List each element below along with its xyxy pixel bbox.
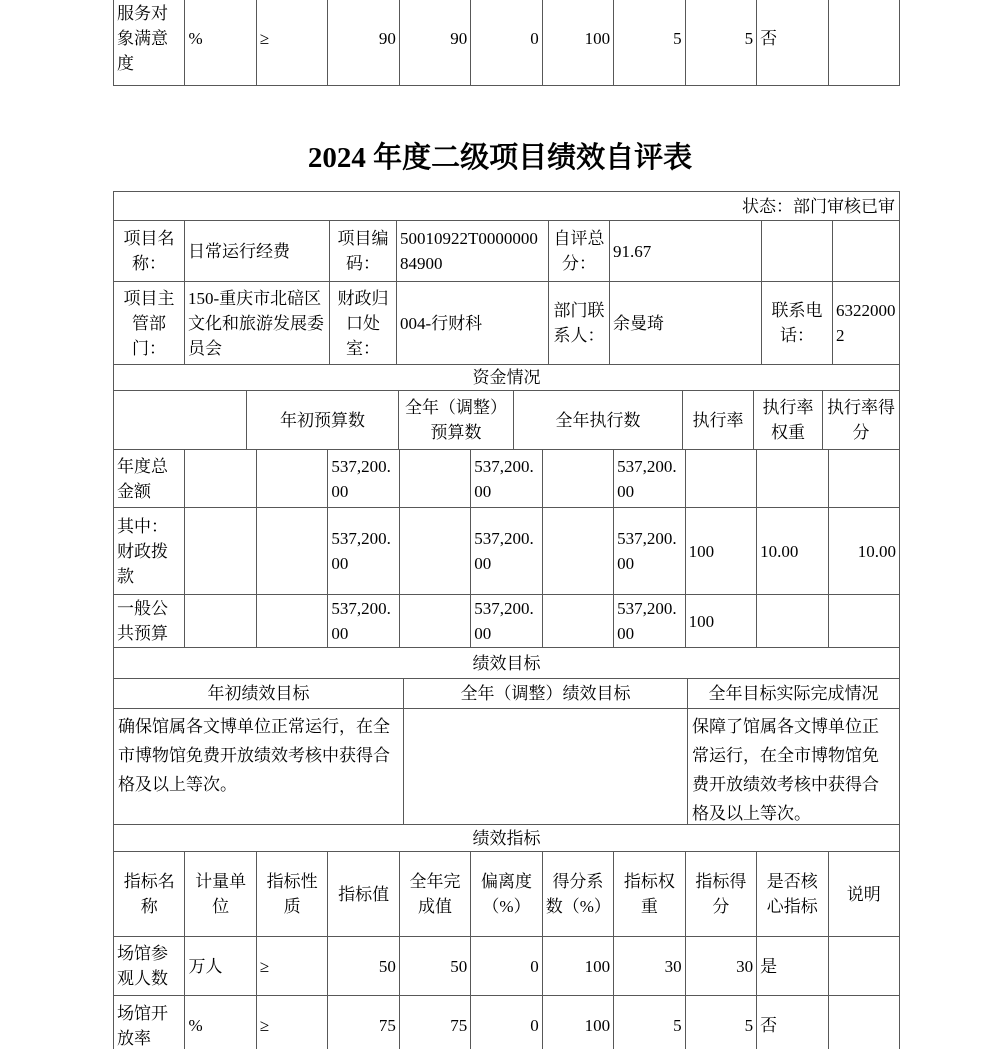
indicator-nature-cell: ≥ bbox=[256, 937, 327, 995]
empty-cell bbox=[184, 595, 255, 647]
funds-initial-budget-value: 537,200.00 bbox=[327, 508, 398, 594]
empty-cell bbox=[184, 450, 255, 507]
empty-cell bbox=[256, 508, 327, 594]
funds-executed-value: 537,200.00 bbox=[613, 450, 684, 507]
funds-rate-score-value bbox=[828, 595, 899, 647]
indicator-weight-cell: 30 bbox=[613, 937, 684, 995]
funds-header-empty bbox=[114, 391, 246, 449]
funds-header-exec-rate: 执行率 bbox=[682, 391, 753, 449]
section-row bbox=[114, 824, 899, 851]
indicator-name-cell: 场馆开放率 bbox=[117, 1003, 168, 1048]
indicator-target-cell: 75 bbox=[327, 996, 398, 1049]
finance-office-value: 004-行财科 bbox=[396, 282, 548, 364]
empty-cell bbox=[184, 508, 255, 594]
goals-body-row bbox=[114, 708, 899, 824]
indicator-actual-cell: 75 bbox=[399, 996, 470, 1049]
indicator-header-target: 指标值 bbox=[327, 852, 398, 936]
funds-adjusted-budget-value: 537,200.00 bbox=[470, 450, 541, 507]
indicator-core-cell: 否 bbox=[756, 0, 827, 85]
funds-header-initial-budget: 年初预算数 bbox=[246, 391, 398, 449]
indicator-header-name: 指标名称 bbox=[123, 872, 175, 916]
indicator-header-weight: 指标权重 bbox=[613, 852, 684, 936]
indicator-deviation-cell: 0 bbox=[470, 996, 541, 1049]
funds-executed-value: 537,200.00 bbox=[613, 595, 684, 647]
funds-header-adjusted-budget: 全年（调整）预算数 bbox=[398, 391, 513, 449]
funds-adjusted-budget-value: 537,200.00 bbox=[470, 595, 541, 647]
indicator-row bbox=[114, 936, 899, 995]
department-value: 150-重庆市北碚区文化和旅游发展委员会 bbox=[184, 282, 329, 364]
status-row bbox=[114, 192, 899, 220]
indicator-name-cell: 场馆参观人数 bbox=[117, 944, 168, 988]
project-info-row bbox=[114, 281, 899, 364]
phone-label: 联系电话： bbox=[761, 282, 832, 364]
indicator-name-cell: 服务对象满意度 bbox=[117, 3, 168, 73]
indicator-unit-cell: 万人 bbox=[184, 937, 255, 995]
goals-header-adjusted: 全年（调整）绩效目标 bbox=[403, 679, 687, 708]
empty-cell bbox=[399, 508, 470, 594]
phone-value: 63220002 bbox=[832, 282, 899, 364]
funds-row-label: 一般公共预算 bbox=[117, 599, 168, 643]
funds-executed-value: 537,200.00 bbox=[613, 508, 684, 594]
indicator-weight-cell: 5 bbox=[613, 996, 684, 1049]
indicator-row bbox=[114, 995, 899, 1049]
goals-adjusted-text bbox=[403, 709, 687, 824]
project-code-value: 50010922T000000084900 bbox=[396, 221, 548, 281]
goals-header-initial: 年初绩效目标 bbox=[207, 684, 310, 703]
project-name-label: 项目名称： bbox=[123, 229, 175, 273]
funds-row-public-budget bbox=[114, 594, 899, 647]
indicators-header-row bbox=[114, 851, 899, 936]
project-info-row bbox=[114, 220, 899, 281]
empty-cell bbox=[399, 450, 470, 507]
section-title-goals: 绩效目标 bbox=[472, 653, 541, 673]
goals-header-row bbox=[114, 678, 899, 708]
funds-initial-budget-value: 537,200.00 bbox=[327, 595, 398, 647]
funds-exec-rate-value bbox=[685, 450, 756, 507]
section-row bbox=[114, 364, 899, 390]
previous-indicator-table bbox=[113, 0, 900, 86]
empty-cell bbox=[256, 595, 327, 647]
indicator-header-deviation: 偏离度（%） bbox=[470, 852, 541, 936]
indicator-unit-cell: % bbox=[184, 0, 255, 85]
funds-header-row bbox=[114, 390, 899, 449]
empty-cell bbox=[542, 595, 613, 647]
indicator-core-cell: 否 bbox=[756, 996, 827, 1049]
indicator-header-note: 说明 bbox=[828, 852, 899, 936]
funds-initial-budget-value: 537,200.00 bbox=[327, 450, 398, 507]
funds-rate-weight-value: 10.00 bbox=[756, 508, 827, 594]
empty-cell bbox=[542, 450, 613, 507]
indicator-note-cell bbox=[828, 0, 899, 85]
indicator-deviation-cell: 0 bbox=[470, 0, 541, 85]
indicator-header-unit: 计量单位 bbox=[184, 852, 255, 936]
self-evaluation-table bbox=[113, 191, 900, 1049]
goals-initial-text: 确保馆属各文博单位正常运行，在全市博物馆免费开放绩效考核中获得合格及以上等次。 bbox=[118, 717, 390, 794]
section-row bbox=[114, 647, 899, 678]
indicator-score-cell: 30 bbox=[685, 937, 756, 995]
indicator-nature-cell: ≥ bbox=[256, 0, 327, 85]
section-title-indicators: 绩效指标 bbox=[472, 828, 541, 848]
contact-value: 余曼琦 bbox=[609, 282, 761, 364]
indicator-actual-cell: 50 bbox=[399, 937, 470, 995]
indicator-nature-cell: ≥ bbox=[256, 996, 327, 1049]
status-text: 状态：部门审核已审 bbox=[742, 196, 895, 216]
project-name-value: 日常运行经费 bbox=[184, 221, 329, 281]
goals-actual-text: 保障了馆属各文博单位正常运行，在全市博物馆免费开放绩效考核中获得合格及以上等次。 bbox=[687, 709, 899, 824]
funds-row-fiscal bbox=[114, 507, 899, 594]
indicator-header-score-coeff: 得分系数（%） bbox=[542, 852, 613, 936]
empty-cell bbox=[542, 508, 613, 594]
funds-row-label: 年度总金额 bbox=[117, 456, 168, 501]
contact-label: 部门联系人： bbox=[548, 282, 609, 364]
indicator-deviation-cell: 0 bbox=[470, 937, 541, 995]
page-title: 2024 年度二级项目绩效自评表 bbox=[307, 142, 693, 174]
funds-rate-weight-value bbox=[756, 595, 827, 647]
indicator-core-cell: 是 bbox=[756, 937, 827, 995]
funds-rate-score-value bbox=[828, 450, 899, 507]
indicator-header-score: 指标得分 bbox=[685, 852, 756, 936]
indicator-unit-cell: % bbox=[184, 996, 255, 1049]
funds-header-executed: 全年执行数 bbox=[513, 391, 682, 449]
funds-row-total bbox=[114, 449, 899, 507]
indicator-score-coeff-cell: 100 bbox=[542, 937, 613, 995]
indicator-actual-cell: 90 bbox=[399, 0, 470, 85]
empty-cell bbox=[399, 595, 470, 647]
indicator-header-actual: 全年完成值 bbox=[399, 852, 470, 936]
empty-cell bbox=[256, 450, 327, 507]
funds-header-rate-weight: 执行率权重 bbox=[753, 391, 822, 449]
project-code-label: 项目编码： bbox=[329, 221, 396, 281]
indicator-score-cell: 5 bbox=[685, 996, 756, 1049]
funds-adjusted-budget-value: 537,200.00 bbox=[470, 508, 541, 594]
indicator-note-cell bbox=[828, 937, 899, 995]
funds-exec-rate-value: 100 bbox=[685, 595, 756, 647]
empty-cell bbox=[832, 221, 899, 281]
goals-header-actual: 全年目标实际完成情况 bbox=[687, 679, 899, 708]
department-label: 项目主管部门： bbox=[123, 288, 175, 358]
table-row bbox=[114, 0, 899, 85]
self-score-label: 自评总分： bbox=[548, 221, 609, 281]
funds-row-label: 其中：财政拨款 bbox=[117, 516, 168, 586]
funds-header-rate-score: 执行率得分 bbox=[822, 391, 899, 449]
funds-rate-score-value: 10.00 bbox=[828, 508, 899, 594]
funds-exec-rate-value: 100 bbox=[685, 508, 756, 594]
indicator-header-core: 是否核心指标 bbox=[756, 852, 827, 936]
indicator-weight-cell: 5 bbox=[613, 0, 684, 85]
empty-cell bbox=[761, 221, 832, 281]
self-score-value: 91.67 bbox=[609, 221, 761, 281]
indicator-target-cell: 90 bbox=[327, 0, 398, 85]
section-title-funds: 资金情况 bbox=[472, 368, 541, 387]
finance-office-label: 财政归口处室： bbox=[329, 282, 396, 364]
funds-rate-weight-value bbox=[756, 450, 827, 507]
indicator-score-coeff-cell: 100 bbox=[542, 996, 613, 1049]
indicator-target-cell: 50 bbox=[327, 937, 398, 995]
indicator-score-coeff-cell: 100 bbox=[542, 0, 613, 85]
indicator-note-cell bbox=[828, 996, 899, 1049]
indicator-header-nature: 指标性质 bbox=[256, 852, 327, 936]
indicator-score-cell: 5 bbox=[685, 0, 756, 85]
